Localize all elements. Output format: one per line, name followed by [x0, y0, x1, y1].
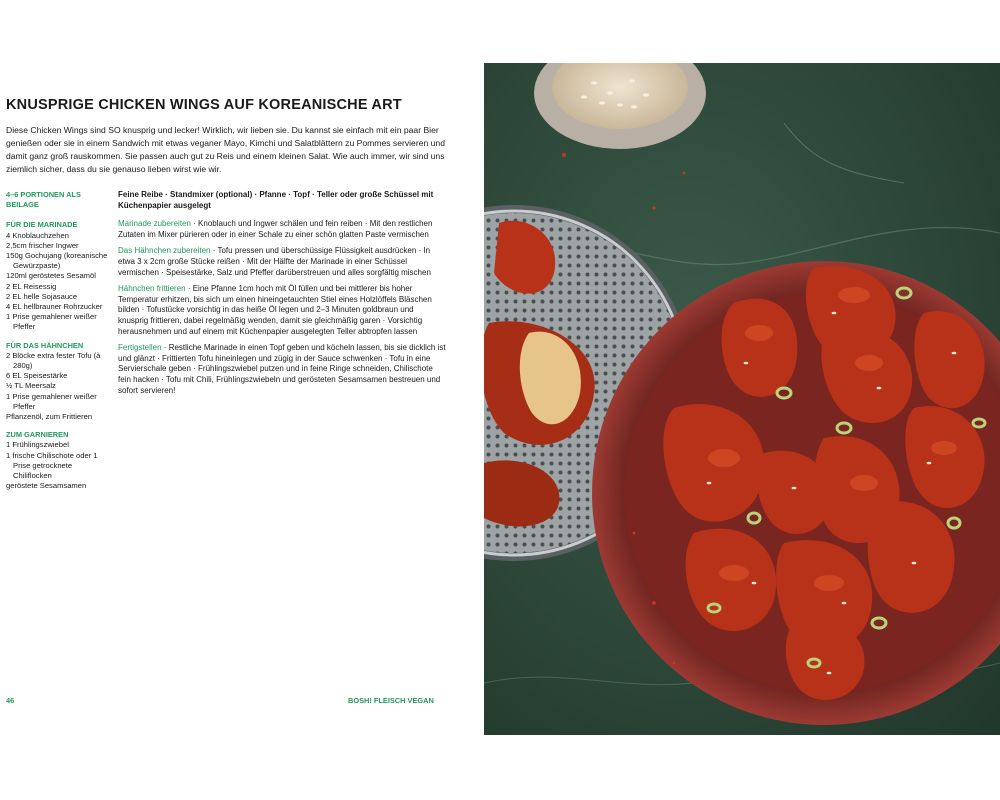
ingredient-item: Pflanzenöl, zum Frittieren: [6, 412, 93, 422]
equipment-list: Feine Reibe · Standmixer (optional) · Pfanne · Topf · Teller oder große Schüssel mit Küchenpapier ausgelegt: [118, 190, 434, 210]
ingredient-item: 1 frische Chilischote oder 1 Prise getrocknete Chiliflocken: [6, 450, 98, 481]
ingredient-item: 120ml geröstetes Sesamöl: [6, 271, 96, 281]
step-text: Tofu pressen und überschüssige Flüssigkeit ausdrücken · In etwa 3 x 2cm große Stücke reißen · Mit der Hälfte der Marinade in einer Schüssel vermischen · Speisestärke, Salz und Pfeffer darüberstreuen und alles sorgfältig mischen: [118, 246, 431, 277]
ingredient-item: 4 Knoblauchzehen: [6, 230, 69, 240]
method-step: Das Hähnchen zubereiten · Tofu pressen und überschüssige Flüssigkeit ausdrücken · In etwa 3 x 2cm große Stücke reißen · Mit der Hälfte der Marinade in einer Schüssel vermischen · Speisestärke, Salz und Pfeffer darüberstreuen und alles sorgfältig mischen: [118, 246, 431, 277]
ingredient-list-chicken: [6, 351, 110, 422]
ingredients-sidebar: [6, 190, 110, 491]
ingredient-item: 2 Blöcke extra fester Tofu (à 280g): [6, 350, 101, 371]
ingredient-heading-chicken: FÜR DAS HÄHNCHEN: [6, 340, 84, 350]
step-text: Eine Pfanne 1cm hoch mit Öl füllen und bei mittlerer bis hoher Temperatur erhitzen, bis sich um einen hineingetauchten Stiel eines Holzlöffels Bläschen bilden · Tofustücke vorsichtig in das heiße Öl legen und 2–3 Minuten goldbraun und knusprig frittieren, dabei regelmäßig wenden, damit sie gleichmäßig garen · Vorsichtig herausnehmen und auf einem mit Küchenpapier ausgelegten Teller abtropfen lassen: [118, 284, 432, 336]
ingredient-item: 1 Prise gemahlener weißer Pfeffer: [6, 391, 97, 411]
step-text: Restliche Marinade in einen Topf geben und köcheln lassen, bis sie dicklich ist und glänzt · Frittierten Tofu hineinlegen und zügig in der Sauce schwenken · Tofu in eine Servierschale geben · Frühlingszwiebel putzen und in feine Ringe schneiden, Chilischote fein hacken · Tofu mit Chili, Frühlingszwiebeln und gerösteten Sesamsamen bestreuen und sofort servieren!: [118, 343, 446, 395]
step-label: Fertigstellen: [118, 343, 162, 353]
ingredient-list-garnish: [6, 440, 110, 491]
ingredient-item: 150g Gochujang (koreanische Gewürzpaste): [6, 251, 108, 271]
step-label: Hähnchen frittieren: [118, 284, 186, 294]
ingredient-item: 2,5cm frischer Ingwer: [6, 240, 79, 250]
ingredient-item: 1 Prise gemahlener weißer Pfeffer: [6, 312, 97, 332]
recipe-intro: Diese Chicken Wings sind SO knusprig und lecker! Wirklich, wir lieben sie. Du kannst sie einfach mit ein paar Bier genießen oder sie in einem Sandwich mit etwas veganer Mayo, Kimchi und Salatblättern zu Pommes servieren und damit ganz groß rauskommen. Sie passen auch gut zu Reis und einem kleinen Salat. Wie auch immer, wir sind uns ziemlich sicher, dass du sie genauso lieben wirst wie wir.: [6, 125, 445, 174]
page-number: 46: [6, 696, 15, 705]
ingredient-item: 1 Frühlingszwiebel: [6, 440, 69, 450]
ingredient-item: 6 EL Speisestärke: [6, 371, 68, 381]
step-label: Das Hähnchen zubereiten: [118, 246, 211, 256]
step-label: Marinade zubereiten: [118, 219, 191, 229]
book-title: BOSH! FLEISCH VEGAN: [348, 696, 434, 705]
ingredient-list-marinade: [6, 231, 110, 333]
ingredient-item: 4 EL hellbrauner Rohrzucker: [6, 302, 103, 312]
recipe-title: KNUSPRIGE CHICKEN WINGS AUF KOREANISCHE ART: [6, 97, 402, 113]
step-text: Knoblauch und Ingwer schälen und fein reiben · Mit den restlichen Zutaten im Mixer pürieren oder in einer Schale zu einer schön glatten Paste vermischen: [118, 219, 433, 239]
method-step: Hähnchen frittieren · Eine Pfanne 1cm hoch mit Öl füllen und bei mittlerer bis hoher Temperatur erhitzen, bis sich um einen hineingetauchten Stiel eines Holzlöffels Bläschen bilden · Tofustücke vorsichtig in das heiße Öl legen und 2–3 Minuten goldbraun und knusprig frittieren, dabei regelmäßig wenden, damit sie gleichmäßig garen · Vorsichtig herausnehmen und auf einem mit Küchenpapier ausgelegten Teller abtropfen lassen: [118, 284, 432, 336]
ingredient-item: 2 EL Reisessig: [6, 281, 57, 291]
ingredient-item: geröstete Sesamsamen: [6, 481, 87, 491]
method-column: [118, 190, 446, 402]
ingredient-heading-garnish: ZUM GARNIEREN: [6, 430, 69, 440]
servings: 4–6 PORTIONEN ALS BEILAGE: [6, 190, 81, 210]
ingredient-item: 2 EL helle Sojasauce: [6, 291, 78, 301]
recipe-page: [0, 63, 484, 735]
ingredient-heading-marinade: FÜR DIE MARINADE: [6, 220, 78, 230]
ingredient-item: ½ TL Meersalz: [6, 381, 56, 391]
method-step: Marinade zubereiten · Knoblauch und Ingwer schälen und fein reiben · Mit den restlichen Zutaten im Mixer pürieren oder in einer Schale zu einer schön glatten Paste vermischen: [118, 219, 433, 239]
food-photo: [484, 63, 1000, 735]
method-step: Fertigstellen · Restliche Marinade in einen Topf geben und köcheln lassen, bis sie dicklich ist und glänzt · Frittierten Tofu hineinlegen und zügig in der Sauce schwenken · Tofu in eine Servierschale geben · Frühlingszwiebel putzen und in feine Ringe schneiden, Chilischote fein hacken · Tofu mit Chili, Frühlingszwiebeln und gerösteten Sesamsamen bestreuen und sofort servieren!: [118, 343, 446, 395]
